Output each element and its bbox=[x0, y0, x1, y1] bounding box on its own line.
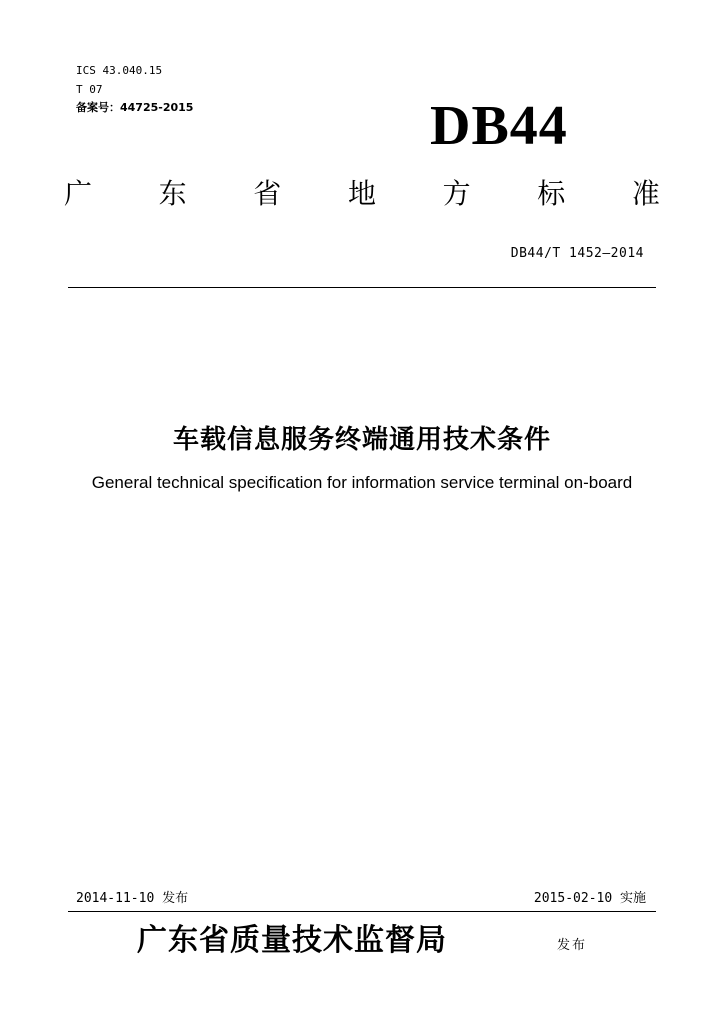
top-divider bbox=[68, 287, 656, 288]
standard-type-char: 东 bbox=[158, 177, 187, 210]
implementation-date: 2015-02-10 实施 bbox=[533, 891, 646, 906]
ics-code: ICS 43.040.15 bbox=[76, 64, 163, 77]
bottom-divider bbox=[68, 911, 656, 912]
category-code: T 07 bbox=[76, 83, 103, 96]
issued-label: 发布 bbox=[557, 938, 588, 953]
db44-logo: DB44 bbox=[430, 95, 568, 157]
document-title-en: General technical specification for information service terminal on-board bbox=[91, 473, 633, 492]
document-title-cn: 车载信息服务终端通用技术条件 bbox=[172, 425, 551, 455]
standard-type-char: 方 bbox=[442, 177, 471, 210]
issuing-authority: 广东省质量技术监督局 bbox=[137, 923, 447, 958]
standard-type-char: 标 bbox=[537, 177, 566, 210]
standard-type-char: 广 bbox=[63, 177, 92, 210]
standard-type-heading bbox=[58, 176, 666, 212]
issue-date: 2014-11-10 发布 bbox=[76, 891, 189, 906]
filing-number: 备案号：44725-2015 bbox=[76, 101, 194, 114]
standard-type-char: 地 bbox=[347, 177, 376, 210]
standard-number: DB44/T 1452—2014 bbox=[510, 246, 644, 261]
standard-type-char: 准 bbox=[631, 177, 660, 210]
standard-type-char: 省 bbox=[253, 177, 282, 210]
